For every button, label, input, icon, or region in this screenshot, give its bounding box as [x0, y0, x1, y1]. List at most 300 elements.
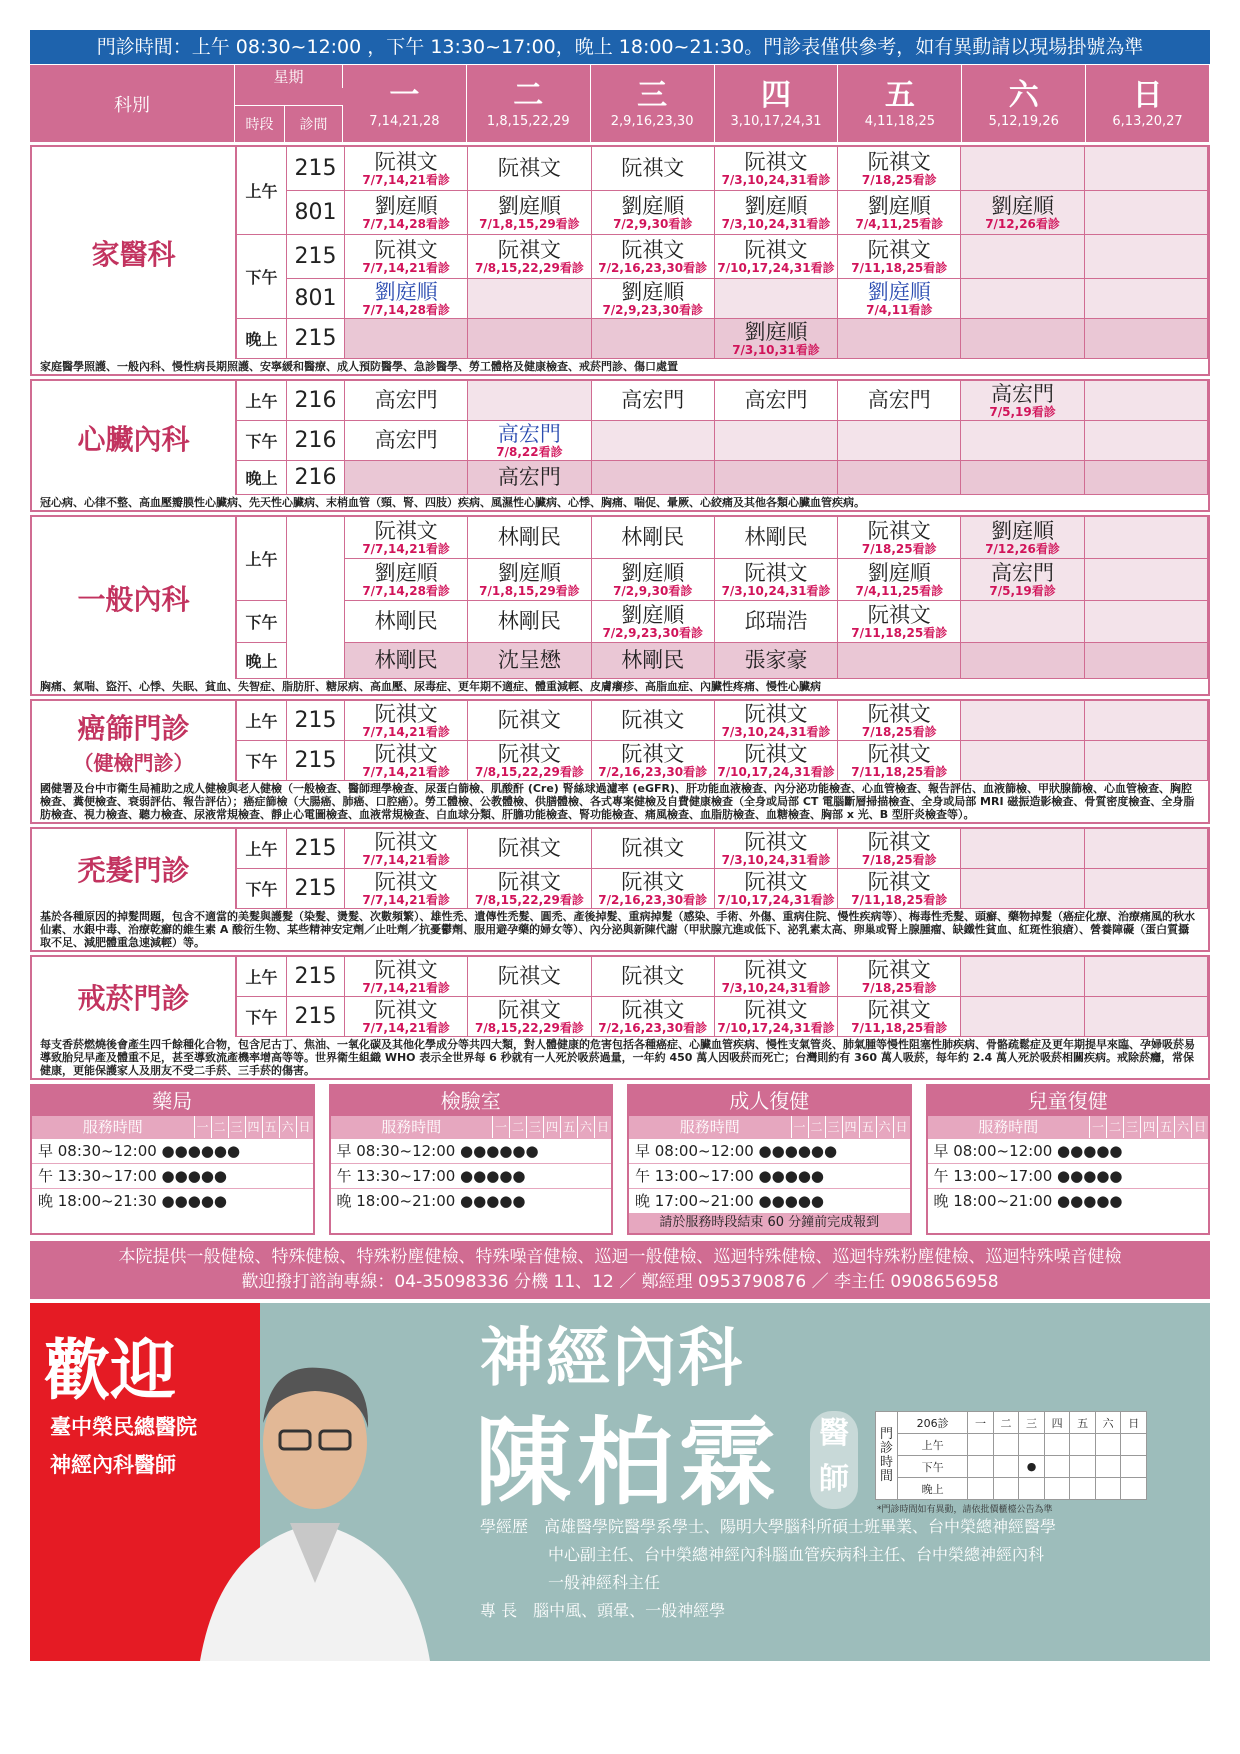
department	[30, 515, 1210, 696]
department-description: 國健署及台中市衛生局補助之成人健檢與老人健檢（一般檢查、醫師理學檢查、尿蛋白篩檢、肌酸酐 (Cre) 腎絲球過濾率 (eGFR)、肝功能血液檢查、內分泌功能檢查、心血管檢查、報告評估、血液篩檢、甲狀腺篩檢、心血管檢查、胸腔檢查、糞便檢查、衰弱評估、報告評估）；癌症篩檢（大腸癌、肺癌、口腔癌）。勞工體檢、公教體檢、供膳體檢、各式專案健檢及自費健康檢查（全身或局部 CT 電腦斷層掃描檢查、全身或局部 MRI 磁振造影檢查、骨質密度檢查、全身脂肪檢查、視力檢查、聽力檢查、尿液常規檢查、靜止心電圖檢查、血液常規檢查、白血球分類、肝膽功能檢查、腎功能檢查、痛風檢查、血脂肪檢查、血糖檢查、胸部 x 光、B 型肝炎檢查等）。	[30, 781, 1210, 824]
period-cell: 下午	[237, 421, 287, 461]
visit-dates: 7/8,22看診	[496, 444, 563, 459]
visit-dates: 7/8,15,22,29看診	[474, 1020, 584, 1035]
doctor-name: 阮祺文	[621, 708, 685, 732]
schedule-cell	[468, 279, 591, 319]
doctor-name: 阮祺文	[744, 149, 808, 174]
schedule-cell	[468, 997, 591, 1037]
doctor-name: 高宏門	[744, 388, 808, 412]
schedule-cell	[961, 461, 1084, 495]
doctor-name: 阮祺文	[621, 156, 685, 180]
doctor-name: 阮祺文	[621, 836, 685, 860]
service-row: 午 13:00~17:00 ●●●●●	[928, 1163, 1209, 1188]
edu-line: 一般神經科主任	[548, 1573, 661, 1592]
schedule-cell	[345, 147, 468, 191]
doctor-name: 阮祺文	[867, 602, 931, 627]
department-subtitle: （健檢門診）	[73, 750, 194, 775]
schedule-cell	[961, 279, 1084, 319]
doctor-name: 劉庭順	[991, 518, 1055, 543]
doctor-name: 沈呈懋	[497, 648, 561, 672]
edu-line: 中心副主任、台中榮總神經內科腦血管疾病科主任、台中榮總神經內科	[548, 1545, 1045, 1564]
schedule-cell	[715, 517, 838, 559]
dept-label: 科別	[30, 64, 235, 142]
schedule-cell	[715, 643, 838, 679]
doctor-name: 阮祺文	[374, 829, 438, 854]
period-cell: 上午	[237, 701, 287, 741]
day-dates: 2,9,16,23,30	[610, 114, 694, 129]
schedule-cell	[1085, 701, 1208, 741]
welcome-text: 歡迎	[44, 1332, 176, 1409]
schedule-cell	[961, 147, 1084, 191]
doctor-name: 阮祺文	[497, 964, 561, 988]
service-day: 二	[808, 1116, 825, 1138]
service-day: 五	[560, 1116, 577, 1138]
period-cell: 下午	[237, 235, 287, 319]
visit-dates: 7/11,18,25看診	[851, 625, 948, 640]
edu-label: 學經歷	[480, 1517, 529, 1536]
visit-dates: 7/2,9,23,30看診	[602, 625, 703, 640]
schedule-cell	[961, 869, 1084, 909]
room-cell: 215	[287, 147, 345, 191]
visit-dates: 7/18,25看診	[861, 541, 937, 556]
schedule-cell	[1085, 235, 1208, 279]
spec-label: 專 長	[480, 1601, 518, 1620]
schedule-cell	[961, 829, 1084, 869]
service-title: 藥局	[32, 1086, 313, 1116]
schedule-cell	[838, 957, 961, 997]
schedule-cell	[1085, 869, 1208, 909]
visit-dates: 7/18,25看診	[861, 724, 937, 739]
schedule-cell	[1085, 147, 1208, 191]
doctor-name: 高宏門	[374, 428, 438, 452]
schedule-cell	[468, 517, 591, 559]
doctor-name: 阮祺文	[497, 708, 561, 732]
schedule-cell	[838, 829, 961, 869]
schedule-cell	[592, 997, 715, 1037]
service-row: 早 08:30~12:00 ●●●●●●	[331, 1138, 612, 1163]
schedule-cell	[345, 559, 468, 601]
service-day: 四	[1140, 1116, 1157, 1138]
service-day: 四	[245, 1116, 262, 1138]
visit-dates: 7/7,14,21看診	[362, 1020, 450, 1035]
schedule-cell	[961, 319, 1084, 359]
department-grid	[30, 145, 1210, 359]
service-box	[30, 1084, 315, 1235]
schedule-cell	[468, 559, 591, 601]
period-cell: 下午	[237, 997, 287, 1037]
period-cell: 下午	[237, 601, 287, 643]
schedule-cell	[1085, 997, 1208, 1037]
day-name: 一	[389, 78, 420, 113]
doctor-name: 劉庭順	[621, 560, 685, 585]
service-day: 二	[509, 1116, 526, 1138]
schedule-cell	[345, 235, 468, 279]
doctor-name: 阮祺文	[374, 518, 438, 543]
schedule-cell	[592, 869, 715, 909]
doctor-name: 高宏門	[991, 560, 1055, 585]
schedule-cell	[345, 191, 468, 235]
department	[30, 379, 1210, 512]
schedule-cell	[592, 643, 715, 679]
schedule-cell	[838, 147, 961, 191]
schedule-cell	[468, 381, 591, 421]
schedule-cell	[592, 559, 715, 601]
day-header-4	[838, 64, 962, 142]
department	[30, 699, 1210, 824]
service-day: 六	[279, 1116, 296, 1138]
schedule-cell	[592, 319, 715, 359]
day-name: 二	[513, 78, 544, 113]
room-cell: 216	[287, 421, 345, 461]
schedule-cell	[838, 869, 961, 909]
service-note: 請於服務時段結束 60 分鐘前完成報到	[629, 1213, 910, 1233]
schedule-cell	[345, 461, 468, 495]
service-row: 晚 18:00~21:00 ●●●●●	[928, 1188, 1209, 1213]
schedule-cell	[961, 601, 1084, 643]
schedule-cell	[345, 319, 468, 359]
visit-dates: 7/11,18,25看診	[851, 764, 948, 779]
visit-dates: 7/7,14,21看診	[362, 852, 450, 867]
department-title: 禿髮門診	[77, 854, 190, 887]
schedule-cell	[961, 381, 1084, 421]
room-cell: 215	[287, 997, 345, 1037]
doctor-name: 阮祺文	[374, 741, 438, 766]
visit-dates: 7/11,18,25看診	[851, 260, 948, 275]
visit-dates: 7/2,9,30看診	[613, 216, 693, 231]
visit-dates: 7/5,19看診	[989, 583, 1056, 598]
day-name: 日	[1132, 78, 1163, 113]
doctor-name: 阮祺文	[374, 149, 438, 174]
department-name	[32, 517, 237, 679]
doctor-name: 邱瑞浩	[744, 609, 808, 633]
department-name	[32, 147, 237, 359]
visit-dates: 7/3,10,24,31看診	[721, 724, 831, 739]
schedule-cell	[715, 601, 838, 643]
department-title: 戒菸門診	[77, 982, 190, 1015]
visit-dates: 7/11,18,25看診	[851, 892, 948, 907]
day-header-3	[715, 64, 839, 142]
day-header-0	[343, 64, 467, 142]
promo-banner	[30, 1241, 1210, 1299]
doctor-name: 阮祺文	[867, 701, 931, 726]
department-name	[32, 957, 237, 1037]
visit-dates: 7/1,8,15,29看診	[479, 583, 580, 598]
room-cell: 215	[287, 235, 345, 279]
service-title: 檢驗室	[331, 1086, 612, 1116]
schedule-cell	[838, 559, 961, 601]
schedule-cell	[715, 421, 838, 461]
department-description: 每支香菸燃燒後會產生四千餘種化合物，包含尼古丁、焦油、一氧化碳及其他化學成分等共四大類，對人體健康的危害包括各種癌症、心臟血管疾病、慢性支氣管炎、肺氣腫等慢性阻塞性肺疾病、骨骼疏鬆症及更年期提早來臨、孕婦吸菸易導致胎兒早產及體重不足，甚至導致流產機率增高等等。世界衛生組織 WHO 表示全世界每 6 秒就有一人死於吸菸過量，一年約 450 萬人因吸菸而死亡；台灣則約有 360 萬人吸菸，每年約 2.4 萬人死於吸菸相關疾病。戒除菸癮，常保健康，更能保護家人及朋友不受二手菸、三手菸的傷害。	[30, 1037, 1210, 1080]
schedule-cell	[345, 701, 468, 741]
schedule-cell	[468, 235, 591, 279]
schedule-cell	[1085, 741, 1208, 781]
room-cell: 801	[287, 279, 345, 319]
sched-row: 上午	[898, 1434, 968, 1456]
service-title: 成人復健	[629, 1086, 910, 1116]
service-day: 六	[577, 1116, 594, 1138]
doctor-name: 阮祺文	[744, 829, 808, 854]
doctor-name: 高宏門	[374, 388, 438, 412]
doctor-name: 阮祺文	[867, 518, 931, 543]
doctor-name: 林剛民	[374, 648, 438, 672]
doctor-name: 阮祺文	[621, 997, 685, 1022]
doctor-name: 高宏門	[867, 388, 931, 412]
doctor-name: 劉庭順	[497, 193, 561, 218]
room-cell: 216	[287, 461, 345, 495]
schedule-cell	[838, 701, 961, 741]
doctor-name: 阮祺文	[497, 156, 561, 180]
schedule-cell	[592, 701, 715, 741]
schedule-cell	[1085, 279, 1208, 319]
visit-dates: 7/7,14,21看診	[362, 892, 450, 907]
sched-label: 門診時間	[876, 1412, 898, 1500]
sched-row: 下午	[898, 1456, 968, 1478]
schedule-cell	[345, 957, 468, 997]
schedule-cell	[838, 997, 961, 1037]
schedule-cell	[592, 741, 715, 781]
schedule-cell	[592, 601, 715, 643]
visit-dates: 7/2,16,23,30看診	[598, 764, 708, 779]
doctor-name: 林剛民	[621, 648, 685, 672]
service-day: 三	[1123, 1116, 1140, 1138]
schedule-cell	[468, 147, 591, 191]
day-dates: 6,13,20,27	[1112, 114, 1183, 129]
schedule-cell	[468, 319, 591, 359]
schedule-cell	[715, 997, 838, 1037]
doctor-name: 阮祺文	[621, 237, 685, 262]
service-header	[32, 1116, 313, 1138]
doctor-name: 阮祺文	[497, 869, 561, 894]
schedule-cell	[961, 957, 1084, 997]
doctor-name: 阮祺文	[744, 701, 808, 726]
service-row: 早 08:00~12:00 ●●●●●●	[629, 1138, 910, 1163]
service-time-label: 服務時間	[381, 1118, 442, 1136]
schedule-cell	[592, 381, 715, 421]
schedule-cell	[345, 279, 468, 319]
schedule-cell	[1085, 601, 1208, 643]
department-title: 癌篩門診	[77, 711, 190, 745]
department-grid	[30, 827, 1210, 909]
schedule-cell	[468, 869, 591, 909]
schedule-cell	[1085, 643, 1208, 679]
room-cell	[287, 517, 345, 679]
department	[30, 827, 1210, 952]
schedule-cell	[345, 517, 468, 559]
doctor-name: 林剛民	[497, 609, 561, 633]
doctor-name: 劉庭順	[497, 560, 561, 585]
visit-dates: 7/4,11,25看診	[855, 583, 944, 598]
dept-title: 神經內科	[480, 1322, 744, 1396]
promo-line-1: 本院提供一般健檢、特殊健檢、特殊粉塵健檢、特殊噪音健檢、巡迴一般健檢、巡迴特殊健檢、巡迴特殊粉塵健檢、巡迴特殊噪音健檢	[118, 1247, 1122, 1267]
day-dates: 7,14,21,28	[369, 114, 440, 129]
doctor-name: 劉庭順	[867, 193, 931, 218]
schedule-cell	[715, 869, 838, 909]
schedule-cell	[1085, 559, 1208, 601]
doctor-name: 阮祺文	[744, 997, 808, 1022]
schedule-cell	[345, 381, 468, 421]
schedule-cell	[592, 957, 715, 997]
doctor-name: 阮祺文	[374, 237, 438, 262]
doctor-name: 阮祺文	[374, 957, 438, 982]
department-title: 一般內科	[77, 583, 190, 616]
room-cell: 216	[287, 381, 345, 421]
doctor-name: 張家豪	[744, 648, 808, 672]
service-day: 五	[859, 1116, 876, 1138]
visit-dates: 7/12,26看診	[985, 541, 1060, 556]
service-day: 三	[526, 1116, 543, 1138]
visit-dates: 7/2,16,23,30看診	[598, 1020, 708, 1035]
visit-dates: 7/7,14,21看診	[362, 764, 450, 779]
doctor-name: 劉庭順	[744, 319, 808, 344]
period-cell: 上午	[237, 957, 287, 997]
schedule-cell	[468, 829, 591, 869]
service-box	[926, 1084, 1211, 1235]
schedule-cell	[1085, 829, 1208, 869]
schedule-cell	[961, 741, 1084, 781]
day-name: 五	[884, 78, 915, 113]
visit-dates: 7/7,14,28看診	[362, 216, 450, 231]
doctor-name: 阮祺文	[497, 237, 561, 262]
schedule-cell	[715, 319, 838, 359]
department-name	[32, 701, 237, 781]
service-header	[928, 1116, 1209, 1138]
department-grid	[30, 699, 1210, 781]
service-row: 晚 17:00~21:00 ●●●●●	[629, 1188, 910, 1213]
visit-dates: 7/2,9,23,30看診	[602, 302, 703, 317]
doctor-name: 林剛民	[497, 525, 561, 549]
day-dates: 3,10,17,24,31	[730, 114, 822, 129]
doctor-name: 阮祺文	[497, 741, 561, 766]
department-description: 家庭醫學照護、一般內科、慢性病長期照護、安寧緩和醫療、成人預防醫學、急診醫學、勞工體格及健康檢查、戒菸門診、傷口處置	[30, 359, 1210, 376]
visit-dates: 7/2,9,30看診	[613, 583, 693, 598]
period-cell: 下午	[237, 869, 287, 909]
day-dates: 1,8,15,22,29	[486, 114, 570, 129]
visit-dates: 7/3,10,24,31看診	[721, 583, 831, 598]
department-grid	[30, 379, 1210, 495]
period-cell: 上午	[237, 147, 287, 235]
period-cell: 晚上	[237, 461, 287, 495]
department-title: 心臟內科	[77, 423, 190, 456]
service-day: 一	[492, 1116, 509, 1138]
service-day: 一	[194, 1116, 211, 1138]
schedule-cell	[715, 701, 838, 741]
doctor-name: 劉庭順	[374, 560, 438, 585]
schedule-cell	[715, 559, 838, 601]
room-label: 診間	[285, 105, 343, 143]
visit-dates: 7/10,17,24,31看診	[717, 764, 835, 779]
visit-dates: 7/3,10,24,31看診	[721, 172, 831, 187]
schedule-cell	[715, 279, 838, 319]
room-cell: 801	[287, 191, 345, 235]
service-day: 二	[1106, 1116, 1123, 1138]
sched-room: 206診	[898, 1412, 968, 1434]
doctor-role: 神經內科醫師	[50, 1453, 176, 1477]
visit-dates: 7/2,16,23,30看診	[598, 892, 708, 907]
doctor-name: 阮祺文	[867, 829, 931, 854]
schedule-cell	[345, 997, 468, 1037]
sched-note: *門診時間如有異動，請依批價櫃檯公告為準	[875, 1500, 1147, 1517]
top-notice: 門診時間：上午 08:30~12:00 ，下午 13:30~17:00，晚上 18:00~21:30。門診表僅供參考，如有異動請以現場掛號為準	[30, 30, 1210, 64]
doctor-name: 劉庭順	[621, 279, 685, 304]
service-time-label: 服務時間	[978, 1118, 1039, 1136]
doctor-name: 阮祺文	[744, 560, 808, 585]
service-header	[331, 1116, 612, 1138]
service-day: 五	[1157, 1116, 1174, 1138]
doctor-name: 阮祺文	[374, 701, 438, 726]
visit-dates: 7/7,14,28看診	[362, 302, 450, 317]
schedule-cell	[961, 191, 1084, 235]
visit-dates: 7/3,10,31看診	[732, 342, 820, 357]
doctor-name: 阮祺文	[867, 997, 931, 1022]
service-title: 兒童復健	[928, 1086, 1209, 1116]
doctor-name: 阮祺文	[497, 836, 561, 860]
schedule-cell	[961, 701, 1084, 741]
doctor-name: 阮祺文	[867, 957, 931, 982]
day-name: 三	[637, 78, 668, 113]
room-cell: 215	[287, 957, 345, 997]
service-day: 日	[296, 1116, 313, 1138]
visit-dates: 7/10,17,24,31看診	[717, 892, 835, 907]
doctor-name: 阮祺文	[744, 957, 808, 982]
schedule-cell	[838, 235, 961, 279]
doctor-name: 陳柏霖	[475, 1407, 781, 1519]
schedule-cell	[468, 421, 591, 461]
visit-dates: 7/2,16,23,30看診	[598, 260, 708, 275]
day-dates: 5,12,19,26	[988, 114, 1059, 129]
schedule-cell	[345, 643, 468, 679]
visit-dates: 7/4,11看診	[866, 302, 933, 317]
schedule-cell	[345, 601, 468, 643]
visit-dates: 7/5,19看診	[989, 404, 1056, 419]
visit-dates: 7/10,17,24,31看診	[717, 1020, 835, 1035]
promo-line-2: 歡迎撥打諮詢專線：04-35098336 分機 11、12 ／ 鄭經理 0953790876 ／ 李主任 0908656958	[241, 1272, 999, 1292]
schedule-cell	[838, 643, 961, 679]
department-grid	[30, 515, 1210, 679]
doctor-banner	[30, 1303, 1210, 1661]
hospital-name: 臺中榮民總醫院	[50, 1415, 197, 1439]
room-cell: 215	[287, 701, 345, 741]
schedule-cell	[838, 461, 961, 495]
service-row: 午 13:30~17:00 ●●●●●	[32, 1163, 313, 1188]
service-day: 日	[594, 1116, 611, 1138]
schedule-cell	[961, 559, 1084, 601]
schedule-cell	[961, 235, 1084, 279]
department-description: 胸痛、氣喘、盜汗、心悸、失眠、貧血、失智症、脂肪肝、糖尿病、高血壓、尿毒症、更年期不適症、體重減輕、皮膚癢疹、高脂血症、內臟性疼痛、慢性心臟病	[30, 679, 1210, 696]
doctor-name: 阮祺文	[374, 997, 438, 1022]
visit-dates: 7/3,10,24,31看診	[721, 852, 831, 867]
day-header-2	[591, 64, 715, 142]
schedule-cell	[468, 741, 591, 781]
schedule-cell	[715, 235, 838, 279]
service-time-label: 服務時間	[679, 1118, 740, 1136]
schedule-cell	[715, 147, 838, 191]
schedule-cell	[592, 235, 715, 279]
day-header-5	[962, 64, 1086, 142]
doctor-name: 劉庭順	[991, 193, 1055, 218]
schedule-cell	[468, 461, 591, 495]
service-row: 晚 18:00~21:00 ●●●●●	[331, 1188, 612, 1213]
service-day: 四	[842, 1116, 859, 1138]
visit-dates: 7/7,14,21看診	[362, 172, 450, 187]
schedule-cell	[592, 517, 715, 559]
visit-dates: 7/3,10,24,31看診	[721, 216, 831, 231]
service-day: 五	[262, 1116, 279, 1138]
period-cell: 下午	[237, 741, 287, 781]
service-day: 六	[1174, 1116, 1191, 1138]
visit-dates: 7/18,25看診	[861, 852, 937, 867]
schedule-cell	[1085, 381, 1208, 421]
service-day: 三	[228, 1116, 245, 1138]
